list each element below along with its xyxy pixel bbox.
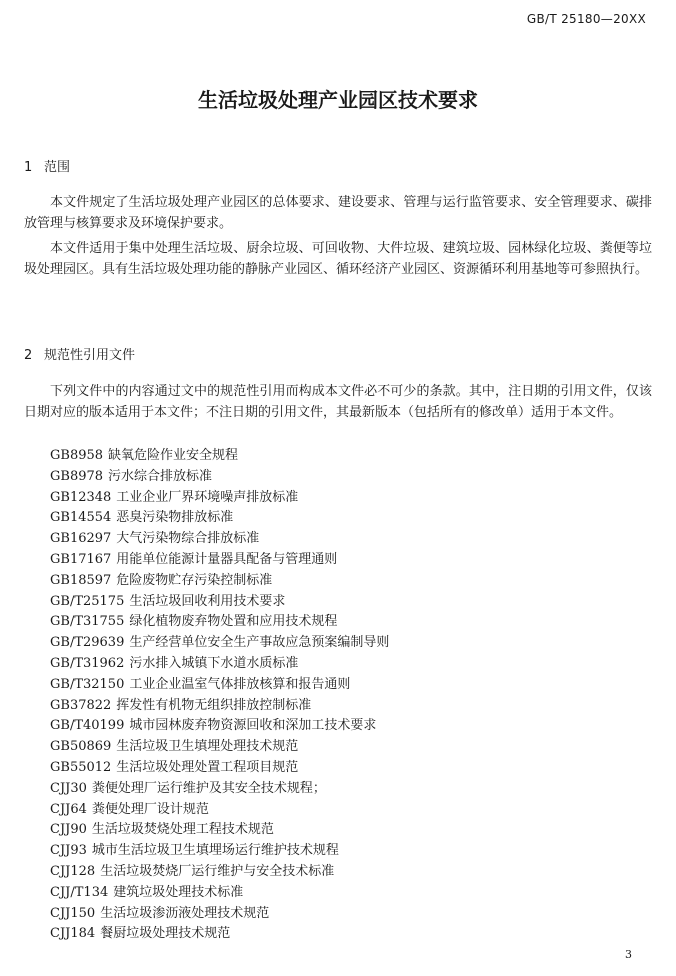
reference-title: 生产经营单位安全生产事故应急预案编制导则 [129,635,390,651]
reference-code: GB8978 [50,468,104,484]
reference-title: 危险废物贮存污染控制标准 [116,572,273,588]
reference-item [50,550,389,571]
reference-code: GB14554 [50,510,112,526]
reference-list [50,446,389,945]
document-title: 生活垃圾处理产业园区技术要求 [198,88,478,112]
section-number: 2 [24,348,33,363]
reference-title: 餐厨垃圾处理技术规范 [100,926,231,942]
page-number: 3 [625,948,632,961]
reference-title: 粪便处理厂设计规范 [91,801,209,817]
section-heading-scope [24,156,70,175]
reference-title: 生活垃圾渗沥液处理技术规范 [100,905,270,921]
reference-title: 建筑垃圾处理技术标准 [113,884,244,900]
reference-item [50,592,389,613]
reference-code: GB12348 [50,489,112,505]
reference-title: 城市生活垃圾卫生填埋场运行维护技术规程 [91,843,339,859]
reference-item [50,696,389,717]
reference-title: 工业企业温室气体排放核算和报告通则 [129,676,351,692]
reference-title: 生活垃圾回收利用技术要求 [129,593,286,609]
reference-code: GB/T31755 [50,614,125,630]
reference-item [50,779,389,800]
reference-code: GB/T32150 [50,676,125,692]
reference-item [50,633,389,654]
reference-code: GB50869 [50,739,112,755]
reference-code: CJJ93 [50,843,87,859]
reference-title: 生活垃圾焚烧厂运行维护与安全技术标准 [100,863,335,879]
reference-code: GB37822 [50,697,112,713]
reference-item [50,820,389,841]
section-title: 范围 [44,160,71,175]
reference-title: 生活垃圾处理处置工程项目规范 [116,759,299,775]
references-intro-paragraph: 下列文件中的内容通过文中的规范性引用而构成本文件必不可少的条款。其中，注日期的引用文件，仅该日期对应的版本适用于本文件；不注日期的引用文件，其最新版本（包括所有的修改单）适用于本文件。 [24,384,652,420]
reference-title: 工业企业厂界环境噪声排放标准 [116,489,299,505]
reference-code: CJJ90 [50,822,87,838]
section-title: 规范性引用文件 [44,348,136,363]
reference-title: 缺氧危险作业安全规程 [108,448,239,463]
reference-item [50,716,389,737]
reference-code: GB18597 [50,572,112,588]
reference-title: 污水排入城镇下水道水质标准 [129,655,299,671]
reference-item [50,612,389,633]
reference-item [50,675,389,696]
reference-code: GB/T29639 [50,635,125,651]
reference-code: CJJ64 [50,801,87,817]
scope-paragraph-1: 本文件规定了生活垃圾处理产业园区的总体要求、建设要求、管理与运行监管要求、安全管理要求、碳排放管理与核算要求及环境保护要求。 [24,195,652,231]
reference-title: 大气污染物综合排放标准 [116,531,260,547]
section-number: 1 [24,160,33,175]
reference-title: 粪便处理厂运行维护及其安全技术规程； [91,780,326,796]
reference-code: GB/T25175 [50,593,125,609]
reference-code: GB16297 [50,531,112,547]
reference-title: 绿化植物废弃物处置和应用技术规程 [129,614,338,630]
reference-code: CJJ30 [50,780,87,796]
reference-item [50,529,389,550]
reference-item [50,488,389,509]
reference-item [50,467,389,488]
section-heading-normative-references [24,344,135,363]
reference-title: 挥发性有机物无组织排放控制标准 [116,697,312,713]
reference-item [50,758,389,779]
reference-item [50,841,389,862]
reference-item [50,571,389,592]
reference-code: CJJ184 [50,926,96,942]
standard-code: GB/T 25180—20XX [526,12,646,26]
reference-code: GB17167 [50,551,112,567]
reference-code: GB/T40199 [50,718,125,734]
scope-paragraph-2: 本文件适用于集中处理生活垃圾、厨余垃圾、可回收物、大件垃圾、建筑垃圾、园林绿化垃圾、粪便等垃圾处理园区。具有生活垃圾处理功能的静脉产业园区、循环经济产业园区、资源循环利用基地等可参照执行。 [24,241,652,277]
reference-code: GB55012 [50,759,112,775]
reference-title: 生活垃圾焚烧处理工程技术规范 [91,822,274,838]
reference-code: GB/T31962 [50,655,125,671]
reference-item [50,862,389,883]
reference-title: 生活垃圾卫生填埋处理技术规范 [116,739,299,755]
reference-item [50,883,389,904]
reference-code: CJJ150 [50,905,96,921]
reference-code: CJJ128 [50,863,96,879]
reference-code: CJJ/T134 [50,884,109,900]
reference-item [50,446,389,467]
reference-title: 城市园林废弃物资源回收和深加工技术要求 [129,718,377,734]
reference-title: 恶臭污染物排放标准 [116,510,234,526]
reference-item [50,737,389,758]
reference-item [50,508,389,529]
reference-item [50,800,389,821]
reference-title: 用能单位能源计量器具配备与管理通则 [116,551,338,567]
reference-title: 污水综合排放标准 [108,468,213,484]
reference-item [50,654,389,675]
reference-code: GB8958 [50,448,104,463]
reference-item [50,904,389,925]
reference-item [50,924,389,945]
